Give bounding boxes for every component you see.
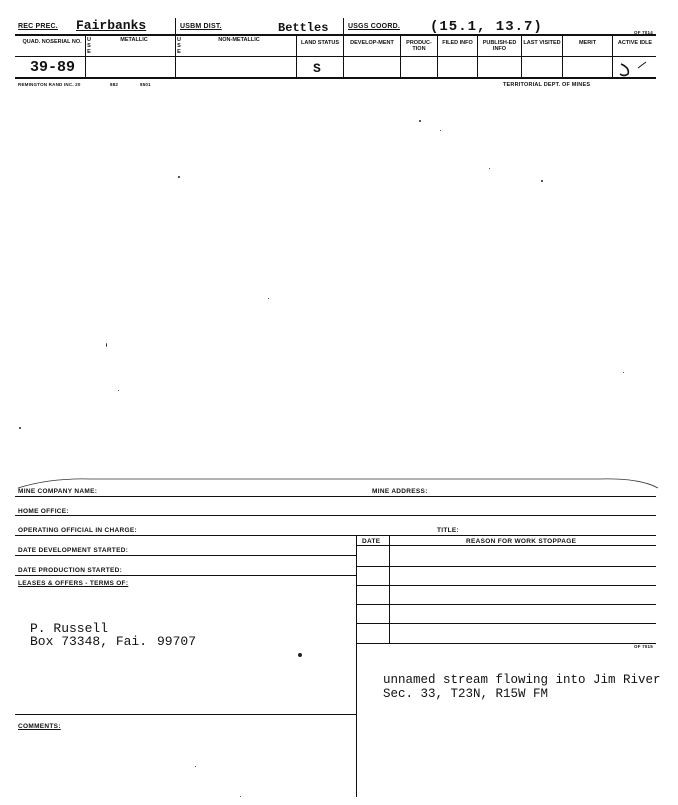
form-divider xyxy=(389,535,390,643)
scan-speck xyxy=(19,427,21,429)
quad-no-value: 39-89 xyxy=(30,59,76,76)
card-top-edge xyxy=(10,476,670,496)
usgs-coord-label: USGS COORD. xyxy=(348,23,400,30)
form-rule xyxy=(356,623,656,624)
col-last-visited: LAST VISITED xyxy=(523,40,561,46)
home-office-label: HOME OFFICE: xyxy=(18,508,69,515)
lease-holder-address: Box 73348, Fai. xyxy=(30,634,148,649)
location-description: unnamed stream flowing into Jim River xyxy=(383,673,661,687)
department-imprint: TERRITORIAL DEPT. OF MINES xyxy=(503,82,591,88)
scan-speck xyxy=(268,298,269,299)
imprint-code: 8501 xyxy=(140,82,151,87)
imprint-code: 882 xyxy=(110,82,119,87)
form-rule xyxy=(15,575,356,576)
reason-for-stoppage-label: REASON FOR WORK STOPPAGE xyxy=(466,538,577,545)
form-rule xyxy=(356,545,656,546)
scan-speck xyxy=(298,653,302,657)
column-divider xyxy=(562,34,563,77)
scan-speck xyxy=(541,180,543,182)
col-production: PRODUC-TION xyxy=(406,40,432,52)
rec-prec-value: Fairbanks xyxy=(76,18,147,33)
header-divider xyxy=(343,18,344,35)
form-rule xyxy=(356,566,656,567)
scan-speck xyxy=(440,130,441,131)
form-rule xyxy=(15,515,656,516)
header-rule xyxy=(15,34,656,36)
row-bottom-rule xyxy=(15,77,656,79)
rec-prec-label: REC PREC. xyxy=(18,23,58,30)
scan-speck xyxy=(195,766,196,767)
column-divider xyxy=(612,34,613,77)
usgs-coord-value: (15.1, 13.7) xyxy=(430,19,543,35)
form-rule xyxy=(15,535,656,536)
form-divider xyxy=(356,535,357,797)
column-divider xyxy=(400,34,401,77)
mine-address-label: MINE ADDRESS: xyxy=(372,488,428,495)
scan-speck xyxy=(240,796,241,797)
active-idle-mark xyxy=(616,58,656,78)
scan-speck xyxy=(106,343,107,347)
col-metallic: METALLIC xyxy=(120,37,148,43)
col-non-metallic: NON-METALLIC xyxy=(218,37,260,43)
column-divider xyxy=(343,34,344,77)
mine-company-name-label: MINE COMPANY NAME: xyxy=(18,488,98,495)
lease-holder-zip: 99707 xyxy=(157,634,197,649)
col-active-idle: ACTIVE IDLE xyxy=(617,40,653,46)
column-divider xyxy=(175,34,176,77)
operating-official-label: OPERATING OFFICIAL IN CHARGE: xyxy=(18,527,137,534)
col-published-info: PUBLISH-ED INFO xyxy=(482,40,517,52)
printer-imprint: REMINGTON RAND INC. 20 xyxy=(18,82,81,87)
form-rule xyxy=(15,555,356,556)
scan-speck xyxy=(489,168,490,169)
form-rule xyxy=(356,604,656,605)
column-divider xyxy=(477,34,478,77)
col-land-status: LAND STATUS xyxy=(301,40,339,46)
title-label: TITLE: xyxy=(437,527,460,534)
scan-speck xyxy=(623,372,624,373)
form-rule xyxy=(356,643,656,644)
column-divider xyxy=(437,34,438,77)
column-divider xyxy=(296,34,297,77)
col-filed-info: FILED INFO xyxy=(442,40,473,46)
date-column-label: DATE xyxy=(362,538,381,545)
use-marker: U S E xyxy=(177,37,181,55)
col-quad-no: QUAD. NO. xyxy=(22,39,52,45)
scan-speck xyxy=(118,390,119,391)
date-production-started-label: DATE PRODUCTION STARTED: xyxy=(18,567,123,574)
form-number-2: OF 7015 xyxy=(634,644,653,649)
form-rule xyxy=(356,585,656,586)
col-development: DEVELOP-MENT xyxy=(350,40,394,46)
col-merit: MERIT xyxy=(578,40,597,46)
col-serial-no: SERIAL NO. xyxy=(50,39,82,45)
form-number: OF 7014 xyxy=(634,30,653,35)
land-status-value: S xyxy=(313,61,321,76)
usbm-dist-label: USBM DIST. xyxy=(180,23,222,30)
use-marker: U S E xyxy=(87,37,91,55)
scan-speck xyxy=(178,176,180,178)
header-divider xyxy=(175,18,176,35)
column-divider xyxy=(85,34,86,77)
column-divider xyxy=(521,34,522,77)
comments-label: COMMENTS: xyxy=(18,723,61,730)
form-rule xyxy=(15,714,356,715)
column-header-rule xyxy=(15,56,656,57)
scan-speck xyxy=(419,120,421,122)
usbm-dist-value: Bettles xyxy=(278,21,329,35)
lease-holder-name: P. Russell xyxy=(30,621,109,636)
form-rule xyxy=(15,496,656,497)
location-legal: Sec. 33, T23N, R15W FM xyxy=(383,687,549,701)
leases-offers-label: LEASES & OFFERS - TERMS OF: xyxy=(18,580,129,587)
date-development-started-label: DATE DEVELOPMENT STARTED: xyxy=(18,547,129,554)
